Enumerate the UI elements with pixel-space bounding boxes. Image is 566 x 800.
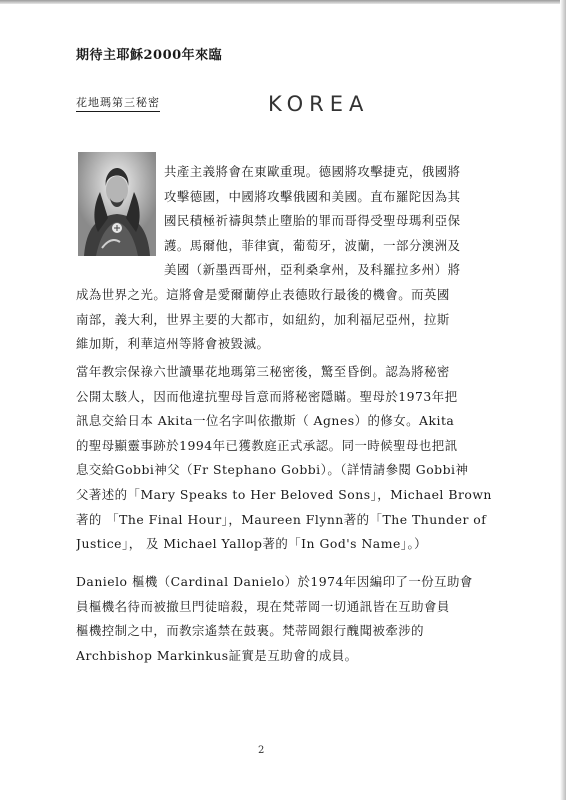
text-line: 共產主義將會在東歐重現。德國將攻擊捷克，俄國將 — [164, 164, 461, 179]
scan-right-edge — [560, 0, 566, 800]
document-subheading: 花地瑪第三秘密 — [76, 94, 160, 112]
text-line: 員樞機名待而被撤旦門徒暗殺，現在梵蒂岡一切通訊皆在互助會員 — [76, 598, 450, 614]
text-line: 樞機控制之中，而教宗遙禁在鼓裏。梵蒂岡銀行醜聞被牽涉的 — [76, 623, 425, 639]
text-line: 的聖母顯靈事跡於1994年已獲教庭正式承認。同一時候聖母也把訊 — [76, 437, 458, 453]
paragraph-3 — [76, 570, 512, 668]
text-line: 父著述的「Mary Speaks to Her Beloved Sons」，Michael Brown — [76, 486, 492, 502]
paragraph-2 — [76, 360, 512, 557]
text-line: 著的 「The Final Hour」，Maureen Flynn著的「The Thunder of — [76, 511, 487, 527]
text-line: 攻擊德國，中國將攻擊俄國和美國。直布羅陀因為其 — [164, 188, 461, 204]
text-line: 當年教宗保祿六世讀畢花地瑪第三秘密後，驚至昏倒。認為將秘密 — [76, 364, 450, 379]
text-line: 息交給Gobbi神父（Fr Stephano Gobbi）。（詳情請參閱 Gobbi神 — [76, 462, 469, 478]
page-number: 2 — [258, 745, 265, 756]
text-line: Justice」， 及 Michael Yallop著的「In God's Name」。） — [76, 536, 428, 552]
document-heading: 期待主耶穌2000年來臨 — [76, 48, 223, 63]
paragraph-1-wrapped — [164, 160, 510, 283]
text-line: 公開太駭人，因而他違抗聖母旨意而將秘密隱瞞。聖母於1973年把 — [76, 388, 458, 404]
text-line: 美國（新墨西哥州，亞利桑拿州，及科羅拉多州）將 — [164, 262, 461, 278]
text-line: 護。馬爾他，菲律賓，葡萄牙，波蘭，一部分澳洲及 — [164, 237, 461, 253]
text-line: Danielo 樞機（Cardinal Danielo）於1974年因編印了一份互助會 — [76, 574, 473, 589]
handwritten-note: KOREA — [268, 92, 370, 116]
text-line: 國民積極祈禱與禁止墮胎的罪而哥得受聖母瑪利亞保 — [164, 213, 461, 229]
scan-top-edge — [0, 0, 566, 4]
paragraph-1-continued — [76, 283, 512, 357]
text-line: 訊息交給日本 Akita一位名字叫依撒斯（ Agnes）的修女。Akita — [76, 413, 455, 429]
sacred-heart-portrait-image — [78, 152, 156, 256]
text-line: 南部，義大利，世界主要的大都市，如紐約，加利福尼亞州，拉斯 — [76, 311, 450, 327]
text-line: 成為世界之光。這將會是愛爾蘭停止表德敗行最後的機會。而英國 — [76, 287, 450, 302]
text-line: 維加斯，利華這州等將會被毀滅。 — [76, 336, 270, 352]
text-line: Archbishop Markinkus証實是互助會的成員。 — [76, 647, 358, 663]
